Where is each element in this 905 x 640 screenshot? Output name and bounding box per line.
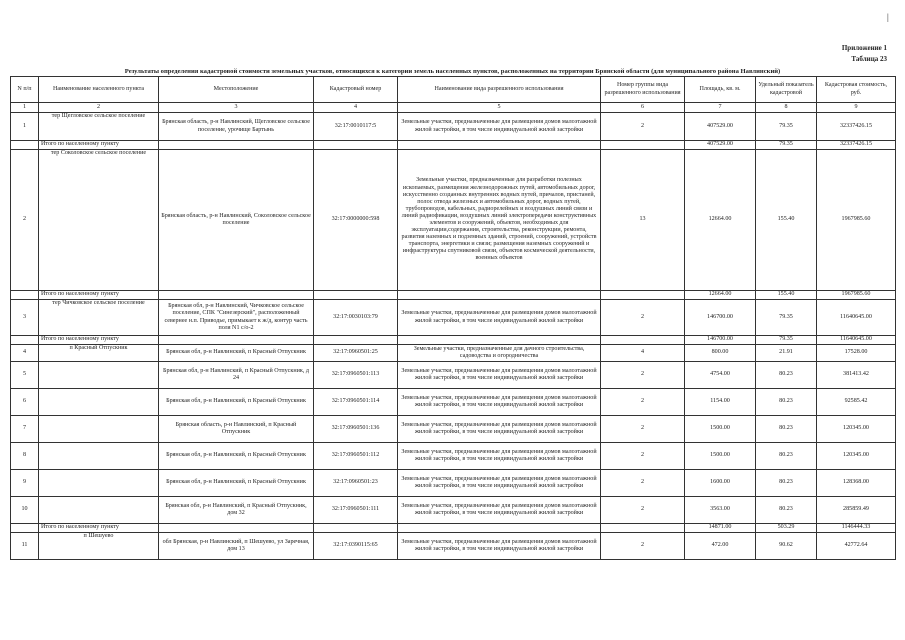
cell-num: 5	[11, 362, 39, 389]
cell-cadastral: 32:17:0960501:112	[314, 443, 398, 470]
total-row	[11, 141, 896, 150]
total-value: 1146444.33	[817, 524, 896, 533]
cell-cadastral: 32:17:0960501:23	[314, 470, 398, 497]
cell-num: 8	[11, 443, 39, 470]
cell-group: 2	[601, 416, 685, 443]
header-cadastral: Кадастровый номер	[314, 77, 398, 103]
cell-use: Земельные участки, предназначенные для дачного строительства, садоводства и огородничества	[398, 345, 601, 362]
cell-specific: 80.23	[756, 497, 817, 524]
header-group: Номер группы вида разрешенного использования	[601, 77, 685, 103]
cell-num: 6	[11, 389, 39, 416]
table-row	[11, 470, 896, 497]
total-label: Итого по населенному пункту	[39, 336, 159, 345]
total-specific: 155.40	[756, 291, 817, 300]
cell-location: Брянская обл, р-н Навлинский, п Красный Отпускник	[159, 389, 314, 416]
cell-num: 4	[11, 345, 39, 362]
cell-use: Земельные участки, предназначенные для размещения домов малоэтажной жилой застройки, в том числе индивидуальной жилой застройки	[398, 470, 601, 497]
cell-use: Земельные участки, предназначенные для размещения домов малоэтажной жилой застройки, в том числе индивидуальной жилой застройки	[398, 533, 601, 560]
cell-value: 381413.42	[817, 362, 896, 389]
cell-cadastral: 32:17:0960501:25	[314, 345, 398, 362]
cell-location: Брянская обл, р-н Навлинский, п Красный Отпускник	[159, 345, 314, 362]
col-number: 7	[685, 103, 756, 113]
cell-use: Земельные участки, предназначенные для разработки полезных ископаемых, размещения железнодорожных путей, автомобильных дорог, искусственно созданных внутренних водных путей, причалов, пристаней, полос отвода железных и автомобильных дорог, водных путей, трубопроводов, кабельных, радиорелейных и воздушных линий связи и линий радиофикации, воздушных линий электропередачи конструктивных элементов и сооружений, объектов, необходимых для эксплуатации,содержания, строительства, реконструкции, ремонта, развития наземных и подземных зданий, строений, сооружений, устройств транспорта, энергетики и связи; размещения наземных сооружений и инфраструктуры спутниковой связи, объектов космической деятельности, военных объектов	[398, 150, 601, 291]
cell-specific: 80.23	[756, 416, 817, 443]
cell-area: 1600.00	[685, 470, 756, 497]
col-number: 5	[398, 103, 601, 113]
cell-value: 128368.00	[817, 470, 896, 497]
cell-empty	[314, 524, 398, 533]
total-area: 407529.00	[685, 141, 756, 150]
cell-use: Земельные участки, предназначенные для размещения домов малоэтажной жилой застройки, в том числе индивидуальной жилой застройки	[398, 416, 601, 443]
cell-group: 2	[601, 113, 685, 141]
total-label: Итого по населенному пункту	[39, 141, 159, 150]
table-number: Таблица 23	[851, 55, 887, 63]
cell-group: 2	[601, 497, 685, 524]
cell-group: 4	[601, 345, 685, 362]
cell-cadastral: 32:17:0030103:79	[314, 300, 398, 336]
table-row	[11, 416, 896, 443]
cell-value: 1967985.60	[817, 150, 896, 291]
cell-location: Брянская обл, р-н Навлинский, п Красный Отпускник	[159, 470, 314, 497]
total-specific: 79.35	[756, 336, 817, 345]
cell-location: Брянская обл, р-н Навлинский, п Красный Отпускник, д 24	[159, 362, 314, 389]
cell-location: обл Брянская, р-н Навлинский, п Шешуево, ул Заречная, дом 13	[159, 533, 314, 560]
total-area: 146700.00	[685, 336, 756, 345]
cell-settlement	[39, 443, 159, 470]
col-number: 4	[314, 103, 398, 113]
cell-specific: 90.62	[756, 533, 817, 560]
document-title: Результаты определения кадастровой стоимости земельных участков, относящихся к категории земель населенных пунктов, расположенных на территории Брянской области (для муниципального района Навлинский)	[124, 68, 781, 75]
header-row	[11, 77, 896, 103]
appendix-heading	[842, 43, 887, 65]
cell-empty	[601, 336, 685, 345]
total-row	[11, 524, 896, 533]
col-number: 3	[159, 103, 314, 113]
header-specific: Удельный показатель кадастровой	[756, 77, 817, 103]
cell-area: 800.00	[685, 345, 756, 362]
cell-cadastral: 32:17:0960501:113	[314, 362, 398, 389]
table-row	[11, 533, 896, 560]
cell-empty	[398, 291, 601, 300]
cell-num: 2	[11, 150, 39, 291]
cell-empty	[601, 524, 685, 533]
cell-settlement	[39, 362, 159, 389]
cell-specific: 79.35	[756, 300, 817, 336]
cell-group: 2	[601, 362, 685, 389]
cell-empty	[11, 336, 39, 345]
cell-use: Земельные участки, предназначенные для размещения домов малоэтажной жилой застройки, в том числе индивидуальной жилой застройки	[398, 389, 601, 416]
cell-empty	[314, 336, 398, 345]
cell-settlement	[39, 416, 159, 443]
cell-cadastral: 32:17:0010117:5	[314, 113, 398, 141]
cell-group: 2	[601, 300, 685, 336]
cell-settlement: тер Щегловское сельское поселение	[39, 113, 159, 141]
table-row	[11, 113, 896, 141]
column-number-row	[11, 103, 896, 113]
total-value: 11640645.00	[817, 336, 896, 345]
cell-num: 3	[11, 300, 39, 336]
cell-cadastral: 32:17:0960501:136	[314, 416, 398, 443]
cell-use: Земельные участки, предназначенные для размещения домов малоэтажной жилой застройки, в том числе индивидуальной жилой застройки	[398, 113, 601, 141]
table-row	[11, 345, 896, 362]
cadastral-table	[10, 76, 896, 560]
cell-specific: 80.23	[756, 362, 817, 389]
cell-empty	[398, 141, 601, 150]
cell-use: Земельные участки, предназначенные для размещения домов малоэтажной жилой застройки, в том числе индивидуальной жилой застройки	[398, 362, 601, 389]
cell-value: 32337426.15	[817, 113, 896, 141]
cell-specific: 80.23	[756, 470, 817, 497]
cell-value: 42772.64	[817, 533, 896, 560]
cell-area: 407529.00	[685, 113, 756, 141]
header-use: Наименование вида разрешенного использования	[398, 77, 601, 103]
col-number: 8	[756, 103, 817, 113]
table-row	[11, 362, 896, 389]
cell-empty	[159, 141, 314, 150]
table-row	[11, 389, 896, 416]
table-row	[11, 443, 896, 470]
appendix-label: Приложение 1	[841, 44, 887, 52]
cell-num: 10	[11, 497, 39, 524]
cell-location: Брянская область, р-н Навлинский, Соколовское сельское поселение	[159, 150, 314, 291]
cell-empty	[159, 291, 314, 300]
cell-empty	[314, 141, 398, 150]
cell-empty	[159, 336, 314, 345]
col-number: 6	[601, 103, 685, 113]
total-row	[11, 291, 896, 300]
cell-empty	[159, 524, 314, 533]
cell-specific: 21.91	[756, 345, 817, 362]
cell-settlement: тер Соколовское сельское поселение	[39, 150, 159, 291]
col-number: 9	[817, 103, 896, 113]
col-number: 2	[39, 103, 159, 113]
cell-num: 7	[11, 416, 39, 443]
cell-group: 2	[601, 389, 685, 416]
cell-cadastral: 32:17:0000000:598	[314, 150, 398, 291]
cell-area: 12664.00	[685, 150, 756, 291]
table-row	[11, 150, 896, 291]
cell-empty	[398, 336, 601, 345]
col-number: 1	[11, 103, 39, 113]
cell-group: 2	[601, 443, 685, 470]
cell-area: 472.00	[685, 533, 756, 560]
cell-area: 146700.00	[685, 300, 756, 336]
table-row	[11, 300, 896, 336]
total-row	[11, 336, 896, 345]
cell-value: 120345.00	[817, 443, 896, 470]
cell-use: Земельные участки, предназначенные для размещения домов малоэтажной жилой застройки, в том числе индивидуальной жилой застройки	[398, 300, 601, 336]
cell-settlement: п Красный Отпускник	[39, 345, 159, 362]
header-num: N п/п	[11, 77, 39, 103]
cell-specific: 79.35	[756, 113, 817, 141]
cell-cadastral: 32:17:0960501:114	[314, 389, 398, 416]
cell-group: 2	[601, 533, 685, 560]
page-marker: |	[887, 12, 889, 22]
cell-area: 4754.00	[685, 362, 756, 389]
cell-specific: 80.23	[756, 389, 817, 416]
total-label: Итого по населенному пункту	[39, 291, 159, 300]
cell-empty	[314, 291, 398, 300]
cell-value: 17528.00	[817, 345, 896, 362]
table-row	[11, 497, 896, 524]
cell-settlement: п Шешуево	[39, 533, 159, 560]
cell-area: 1500.00	[685, 443, 756, 470]
header-location: Местоположение	[159, 77, 314, 103]
total-specific: 79.35	[756, 141, 817, 150]
total-specific: 503.29	[756, 524, 817, 533]
cell-location: Брянская обл, р-н Навлинский, п Красный Отпускник	[159, 443, 314, 470]
cell-value: 11640645.00	[817, 300, 896, 336]
cell-area: 1500.00	[685, 416, 756, 443]
header-value: Кадастровая стоимость, руб.	[817, 77, 896, 103]
cell-location: Брянская область, р-н Навлинский, п Красный Отпускник	[159, 416, 314, 443]
cell-group: 2	[601, 470, 685, 497]
total-label: Итого по населенному пункту	[39, 524, 159, 533]
cell-value: 92585.42	[817, 389, 896, 416]
cell-num: 9	[11, 470, 39, 497]
cell-location: Брянская область, р-н Навлинский, Щегловское сельское поселение, урочище Бартынь	[159, 113, 314, 141]
cell-specific: 80.23	[756, 443, 817, 470]
cell-num: 1	[11, 113, 39, 141]
cell-empty	[601, 291, 685, 300]
cell-value: 120345.00	[817, 416, 896, 443]
cell-area: 1154.00	[685, 389, 756, 416]
cell-location: Брянская обл, р-н Навлинский, Чичковское сельское поселение, СПК "Синезерский", расположенный севернее н.п. Приводье, примыкает к ж/д, контур часть поля N1 с/о-2	[159, 300, 314, 336]
header-area: Площадь, кв. м.	[685, 77, 756, 103]
cell-specific: 155.40	[756, 150, 817, 291]
cell-group: 13	[601, 150, 685, 291]
cell-empty	[398, 524, 601, 533]
cell-empty	[11, 291, 39, 300]
cell-cadastral: 32:17:0390115:65	[314, 533, 398, 560]
total-area: 14871.00	[685, 524, 756, 533]
cell-settlement	[39, 389, 159, 416]
cell-empty	[11, 141, 39, 150]
header-settlement: Наименование населенного пункта	[39, 77, 159, 103]
cell-settlement: тер Чичковское сельское поселение	[39, 300, 159, 336]
total-value: 1967985.60	[817, 291, 896, 300]
cell-empty	[601, 141, 685, 150]
cell-value: 285859.49	[817, 497, 896, 524]
cell-num: 11	[11, 533, 39, 560]
cell-cadastral: 32:17:0960501:111	[314, 497, 398, 524]
cell-empty	[11, 524, 39, 533]
total-value: 32337426.15	[817, 141, 896, 150]
cell-settlement	[39, 470, 159, 497]
cell-use: Земельные участки, предназначенные для размещения домов малоэтажной жилой застройки, в том числе индивидуальной жилой застройки	[398, 443, 601, 470]
cell-settlement	[39, 497, 159, 524]
cell-location: Брянская обл, р-н Навлинский, п Красный Отпускник, дом 32	[159, 497, 314, 524]
total-area: 12664.00	[685, 291, 756, 300]
cell-area: 3563.00	[685, 497, 756, 524]
cell-use: Земельные участки, предназначенные для размещения домов малоэтажной жилой застройки, в том числе индивидуальной жилой застройки	[398, 497, 601, 524]
